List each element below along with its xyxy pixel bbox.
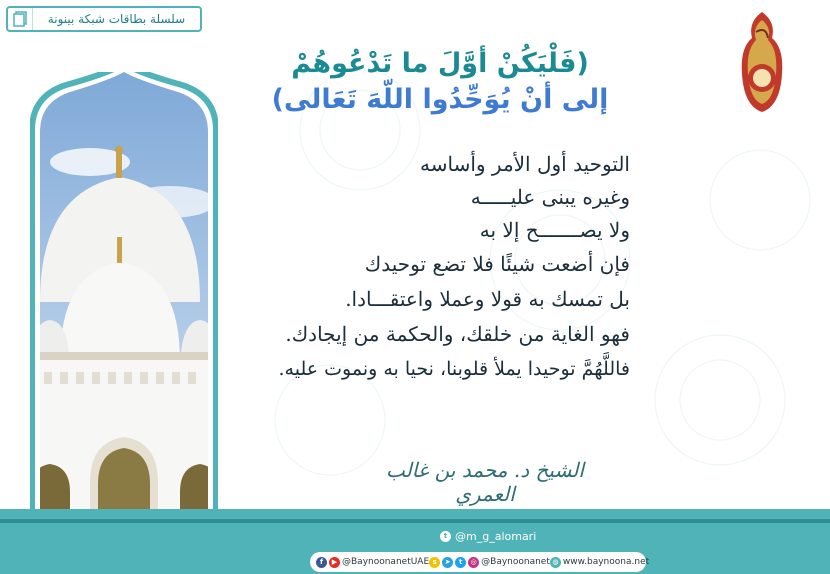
poem-line-2: وغيره يبنى عليـــــه: [470, 185, 630, 209]
mosque-arch-image: [30, 72, 218, 552]
youtube-icon: ▶: [329, 557, 340, 568]
website-link[interactable]: [550, 557, 649, 568]
author-handle-text: @m_g_alomari: [455, 529, 537, 543]
social-main[interactable]: [429, 557, 550, 568]
poem-line-5: بل تمسك به قولا وعملا واعتقـــادا.: [345, 287, 630, 311]
series-label-text: سلسلة بطاقات شبكة بينونة: [47, 12, 186, 26]
headline-line-2: إلى أنْ يُوَحِّدُوا اللّهَ تَعَالى): [271, 84, 609, 116]
social-uae-text: @BaynoonanetUAE: [342, 557, 430, 567]
facebook-icon: f: [316, 557, 327, 568]
author-signature: الشيخ د. محمد بن غالب العمري: [386, 458, 584, 506]
headline: [200, 48, 680, 117]
instagram-icon: ◎: [468, 557, 479, 568]
snapchat-icon: s: [429, 557, 440, 568]
poem-line-4: فإن أضعت شيئًا فلا تضع توحيدك: [364, 252, 630, 276]
series-label-badge: [6, 6, 202, 32]
baynoona-logo: [736, 8, 788, 116]
poem-line-7: فاللَّهُمَّ توحيدا يملأ قلوبنا، نحيا به ونموت عليه.: [278, 358, 630, 380]
social-main-text: @Baynoonanet: [481, 557, 550, 567]
poem-line-3: ولا يصـــــــح إلا به: [479, 218, 630, 242]
twitter-icon: t: [455, 557, 466, 568]
author-handle[interactable]: [440, 528, 536, 544]
twitter-icon: t: [440, 531, 451, 542]
headline-line-1: (فَلْيَكُنْ أوَّلَ ما تَدْعُوهُمْ: [291, 48, 589, 79]
social-links-bar: [310, 552, 650, 572]
poem-line-6: فهو الغاية من خلقك، والحكمة من إيجادك.: [285, 322, 630, 346]
footer-stripe: [0, 519, 830, 523]
poem-line-1: التوحيد أول الأمر وأساسه: [420, 152, 630, 176]
telegram-icon: ➤: [442, 557, 453, 568]
social-uae[interactable]: [316, 557, 429, 568]
document-icon: [8, 8, 33, 30]
website-text: www.baynoona.net: [562, 557, 650, 567]
web-icon: ◍: [550, 557, 561, 568]
